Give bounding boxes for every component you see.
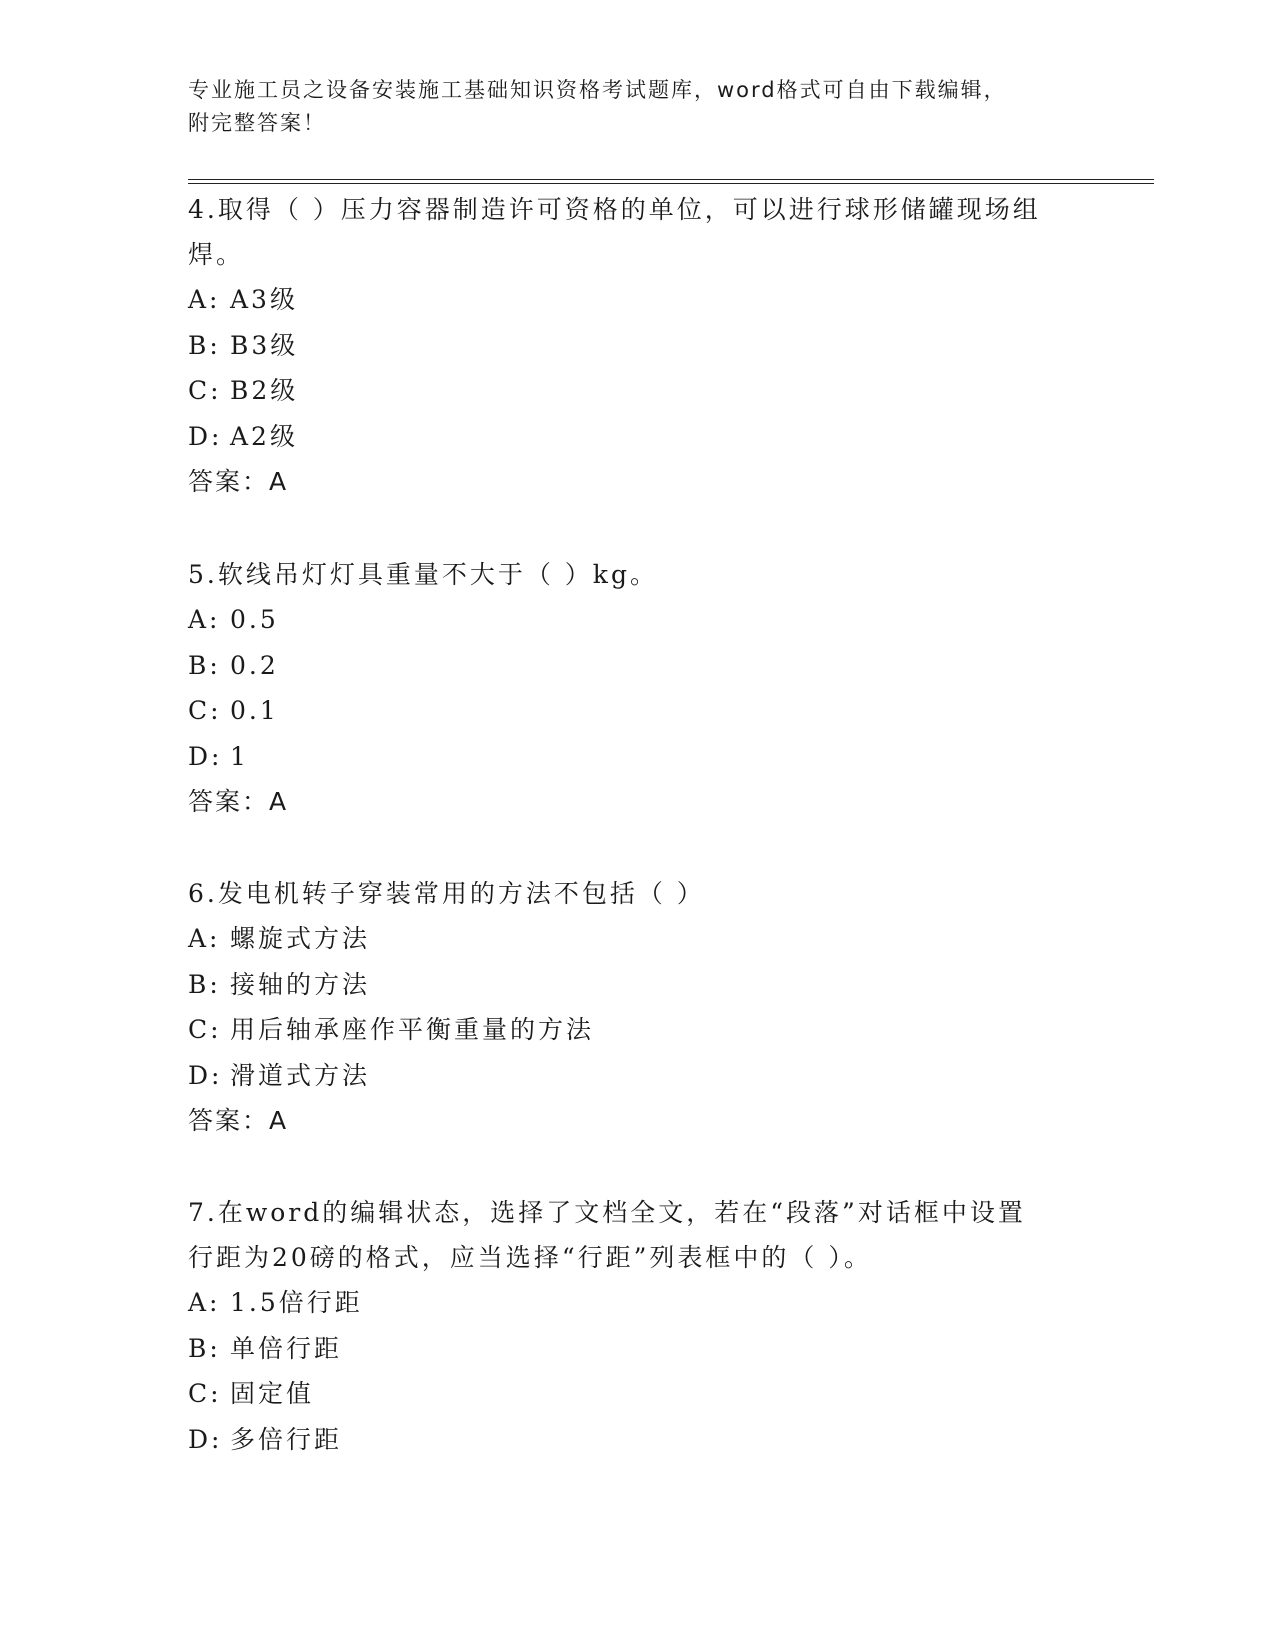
option-text: 固定值	[230, 1379, 315, 1408]
question-4	[188, 187, 1088, 504]
option-letter: D:	[188, 421, 223, 451]
question-stem	[188, 552, 1088, 597]
option-list	[188, 277, 1088, 459]
option-text: 单倍行距	[230, 1333, 343, 1363]
question-stem-line-2: 行距为20磅的格式，应当选择“行距”列表框中的（ ）。	[188, 1243, 872, 1272]
question-stem	[188, 187, 1088, 277]
option-text: 0.2	[230, 650, 279, 680]
question-stem-line-2: 焊。	[188, 240, 245, 269]
option-d	[188, 734, 1088, 780]
question-stem-line-1: 4.取得（ ）压力容器制造许可资格的单位，可以进行球形储罐现场组	[188, 195, 1041, 224]
option-b	[188, 962, 1088, 1008]
option-list	[188, 1280, 1088, 1462]
option-letter: C:	[188, 376, 222, 405]
option-text: 滑道式方法	[230, 1060, 371, 1090]
question-stem-line-1: 7.在word的编辑状态，选择了文档全文，若在“段落”对话框中设置	[188, 1198, 1026, 1227]
option-text: A3级	[230, 285, 298, 314]
document-header	[188, 74, 1068, 140]
option-text: B3级	[230, 330, 299, 360]
option-letter: B:	[188, 650, 221, 680]
option-text: 接轴的方法	[230, 969, 371, 999]
header-line-2: 附完整答案！	[188, 111, 326, 135]
option-letter: C:	[188, 1379, 222, 1408]
question-stem-line-1: 5.软线吊灯灯具重量不大于（ ）kg。	[188, 560, 658, 589]
answer: 答案：A	[188, 1106, 289, 1135]
header-divider-bottom	[188, 183, 1154, 184]
answer: 答案：A	[188, 787, 289, 816]
option-text: 0.1	[230, 696, 279, 725]
option-text: 多倍行距	[230, 1424, 343, 1454]
option-text: B2级	[230, 376, 299, 405]
option-letter: B:	[188, 330, 221, 360]
option-letter: A:	[188, 924, 221, 953]
question-7	[188, 1190, 1088, 1462]
option-d	[188, 1417, 1088, 1463]
header-divider-top	[188, 179, 1154, 180]
option-b	[188, 323, 1088, 369]
option-letter: D:	[188, 1424, 223, 1454]
option-text: 1	[230, 741, 249, 771]
question-6	[188, 871, 1088, 1143]
option-letter: C:	[188, 696, 222, 725]
header-line-1: 专业施工员之设备安装施工基础知识资格考试题库，word格式可自由下载编辑，	[188, 78, 1007, 102]
option-text: 螺旋式方法	[230, 924, 371, 953]
option-letter: A:	[188, 285, 221, 314]
option-letter: B:	[188, 1333, 221, 1363]
option-b	[188, 643, 1088, 689]
option-text: A2级	[230, 421, 298, 451]
question-stem-line-1: 6.发电机转子穿装常用的方法不包括（ ）	[188, 879, 705, 908]
option-b	[188, 1326, 1088, 1372]
option-d	[188, 414, 1088, 460]
option-letter: D:	[188, 741, 223, 771]
option-a	[188, 277, 1088, 323]
option-c	[188, 368, 1088, 414]
option-a	[188, 597, 1088, 643]
option-letter: B:	[188, 969, 221, 999]
option-list	[188, 916, 1088, 1098]
option-a	[188, 916, 1088, 962]
question-stem	[188, 871, 1088, 916]
option-letter: D:	[188, 1060, 223, 1090]
option-letter: A:	[188, 605, 221, 634]
option-letter: A:	[188, 1288, 221, 1317]
option-text: 0.5	[230, 605, 279, 634]
option-c	[188, 688, 1088, 734]
option-d	[188, 1053, 1088, 1099]
option-c	[188, 1007, 1088, 1053]
option-text: 1.5倍行距	[230, 1288, 363, 1317]
option-list	[188, 597, 1088, 779]
option-text: 用后轴承座作平衡重量的方法	[230, 1015, 595, 1044]
question-5	[188, 552, 1088, 824]
option-letter: C:	[188, 1015, 222, 1044]
question-stem	[188, 1190, 1088, 1280]
option-a	[188, 1280, 1088, 1326]
option-c	[188, 1371, 1088, 1417]
answer: 答案：A	[188, 467, 289, 496]
